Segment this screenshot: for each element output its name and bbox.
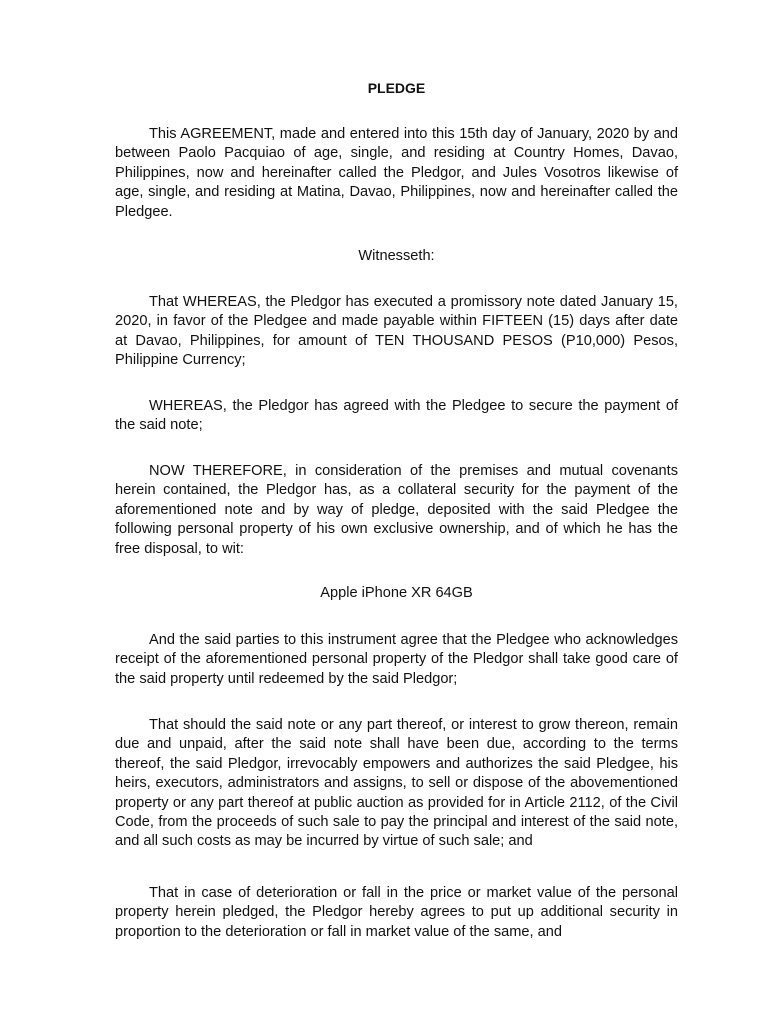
paragraph-agreement-parties: This AGREEMENT, made and entered into this 15th day of January, 2020 by and between Paolo Pacquiao of age, single, and residing at Country Homes, Davao, Philippines, now and hereinafter called the Pledgor, and Jules Vosotros likewise of age, single, and residing at Matina, Davao, Philippines, now and hereinafter called the Pledgee. xyxy=(115,126,678,220)
pledged-item: Apple iPhone XR 64GB xyxy=(320,585,473,601)
paragraph-receipt-acknowledgement: And the said parties to this instrument agree that the Pledgee who acknowledges receipt of the aforementioned personal property of the Pledgor shall take good care of the said property until redeemed by the said Pledgor; xyxy=(115,632,678,687)
paragraph-now-therefore: NOW THEREFORE, in consideration of the premises and mutual covenants herein contained, the Pledgor has, as a collateral security for the payment of the aforementioned note and by way of pledge, deposited with the said Pledgee the following personal property of his own exclusive ownership, and of which he has the free disposal, to wit: xyxy=(115,463,678,557)
witnesseth-heading: Witnesseth: xyxy=(358,248,435,264)
paragraph-secure-payment: WHEREAS, the Pledgor has agreed with the Pledgee to secure the payment of the said note; xyxy=(115,398,678,434)
document-title: PLEDGE xyxy=(367,80,426,96)
paragraph-promissory-note: That WHEREAS, the Pledgor has executed a promissory note dated January 15, 2020, in favor of the Pledgee and made payable within FIFTEEN (15) days after date at Davao, Philippines, for amount of TEN THOUSAND PESOS (P10,000) Pesos, Philippine Currency; xyxy=(115,294,678,369)
paragraph-default-sale: That should the said note or any part thereof, or interest to grow thereon, remain due and unpaid, after the said note shall have been due, according to the terms thereof, the said Pledgor, irrevocably empowers and authorizes the said Pledgee, his heirs, executors, administrators and assigns, to sell or dispose of the abovementioned property or any part thereof at public auction as provided for in Article 2112, of the Civil Code, from the proceeds of such sale to pay the principal and interest of the said note, and all such costs as may be incurred by virtue of such sale; and xyxy=(115,717,678,850)
paragraph-deterioration: That in case of deterioration or fall in the price or market value of the personal property herein pledged, the Pledgor hereby agrees to put up additional security in proportion to the deterioration or fall in market value of the same, and xyxy=(115,885,678,940)
